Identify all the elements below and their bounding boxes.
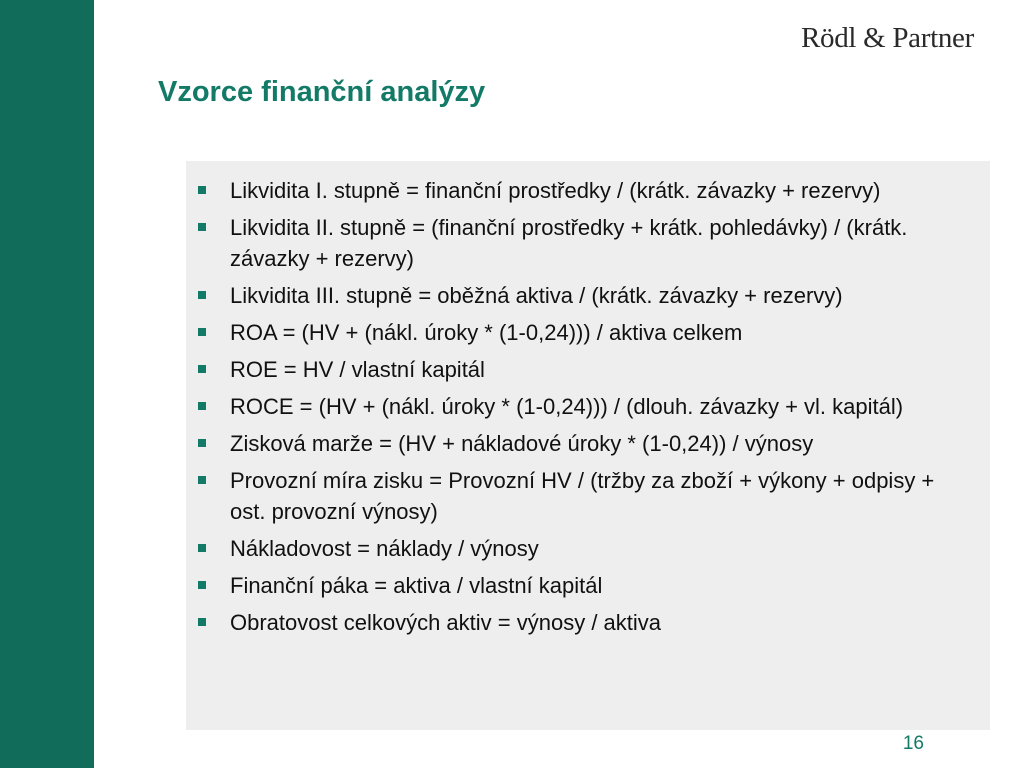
content-box bbox=[186, 161, 990, 730]
formula-list bbox=[186, 161, 990, 638]
list-item: Obratovost celkových aktiv = výnosy / aktiva bbox=[230, 607, 950, 638]
list-item: Nákladovost = náklady / výnosy bbox=[230, 533, 950, 564]
list-item: ROA = (HV + (nákl. úroky * (1-0,24))) / aktiva celkem bbox=[230, 317, 950, 348]
slide-title: Vzorce finanční analýzy bbox=[158, 76, 486, 108]
list-item: ROE = HV / vlastní kapitál bbox=[230, 354, 950, 385]
company-logo: Rödl & Partner bbox=[800, 22, 974, 54]
sidebar-band bbox=[0, 0, 94, 768]
list-item: Provozní míra zisku = Provozní HV / (tržby za zboží + výkony + odpisy + ost. provozní výnosy) bbox=[230, 465, 950, 527]
list-item: Likvidita I. stupně = finanční prostředky / (krátk. závazky + rezervy) bbox=[230, 175, 950, 206]
list-item: Likvidita II. stupně = (finanční prostředky + krátk. pohledávky) / (krátk. závazky + rezervy) bbox=[230, 212, 950, 274]
list-item: Finanční páka = aktiva / vlastní kapitál bbox=[230, 570, 950, 601]
list-item: Likvidita III. stupně = oběžná aktiva / (krátk. závazky + rezervy) bbox=[230, 280, 950, 311]
list-item: ROCE = (HV + (nákl. úroky * (1-0,24))) / (dlouh. závazky + vl. kapitál) bbox=[230, 391, 950, 422]
page-number: 16 bbox=[902, 733, 924, 754]
list-item: Zisková marže = (HV + nákladové úroky * (1-0,24)) / výnosy bbox=[230, 428, 950, 459]
